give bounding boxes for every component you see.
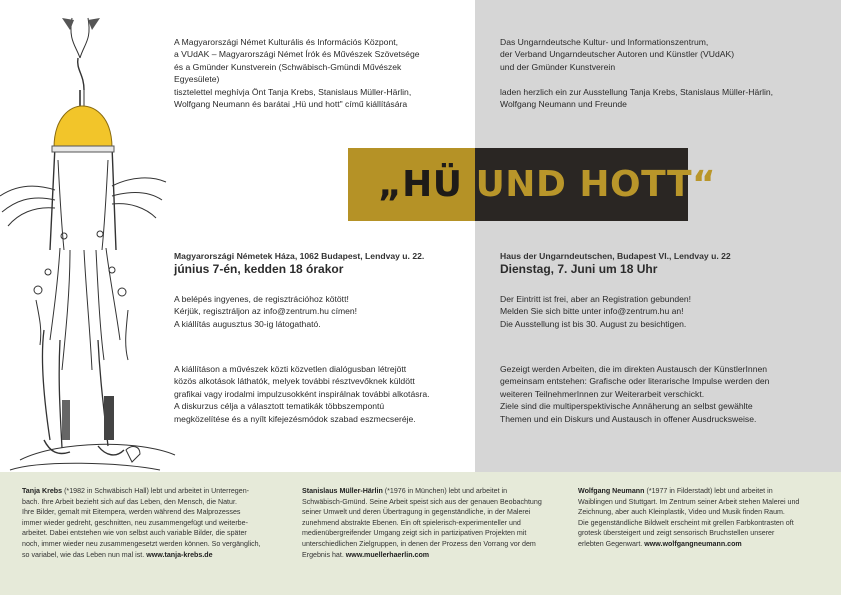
bio-text: medienübergreifender Umgang zeigt sich in partizipativen Projekten mit: [302, 529, 527, 538]
de-intro-line: laden herzlich ein zur Ausstellung Tanja Krebs, Stanislaus Müller-Härlin,: [500, 86, 774, 97]
hu-entry-line: Kérjük, regisztráljon az info@zentrum.hu címen!: [174, 306, 358, 317]
de-intro: [500, 36, 830, 110]
bio-text: zunehmend abstrakte Ebenen. Ein oft spielerisch-experimenteller und: [302, 518, 521, 527]
de-entry-info: [500, 293, 830, 330]
de-description-line: Themen und ein Diskurs und Austausch in offener Ausdrucksweise.: [500, 413, 757, 424]
bio-text: bach. Ihre Arbeit bezieht sich auf das Leben, den Mensch, die Natur.: [22, 497, 237, 506]
bio-url-link[interactable]: www.wolfgangneumann.com: [644, 539, 742, 548]
de-intro-line: [500, 73, 830, 85]
de-description-line: Gezeigt werden Arbeiten, die im direkten Austausch der KünstlerInnen: [500, 364, 768, 374]
bio-text: (*1976 in München) lebt und arbeitet in: [382, 487, 508, 495]
de-description-line: Ziele sind die multiperspektivische Annäherung an selbst gewählte: [500, 401, 753, 412]
hu-description: [174, 363, 474, 425]
bio-text: Ihre Bilder, gemalt mit Eitempera, werden während des Malprozesses: [22, 508, 241, 517]
bio-text: Die gegenständliche Bildwelt erscheint mit grellen Farbkontrasten oft: [578, 518, 794, 527]
lamp-creature-illustration: [0, 0, 180, 480]
hu-intro-line: Wolfgang Neumann és barátai „Hü und hott" című kiállítására: [174, 99, 408, 110]
hu-intro-line: Egyesülete): [174, 74, 220, 85]
bio-name: Wolfgang Neumann: [578, 487, 645, 495]
de-entry-line: Der Eintritt ist frei, aber an Registration gebunden!: [500, 294, 692, 304]
bio-tanja-krebs: [22, 486, 280, 560]
de-intro-line: Das Ungarndeutsche Kultur- und Informationszentrum,: [500, 37, 709, 47]
bio-text: unterschiedlichen Zielgruppen, in denen der Prozess den Vorrang vor dem: [302, 539, 536, 548]
bio-text: erlebten Gegenwart.: [578, 539, 645, 548]
de-entry-line: Melden Sie sich bitte unter info@zentrum.hu an!: [500, 306, 684, 317]
de-description-line: weiteren TeilnehmerInnen zur Weiterarbeit verschickt.: [500, 388, 705, 399]
bio-text: Schwäbisch-Gmünd. Seine Arbeit speist sich aus der genauen Beobachtung: [302, 497, 542, 506]
bio-name: Tanja Krebs: [22, 487, 63, 495]
hu-description-line: A kiállításon a művészek közti közvetlen dialógusban létrejött: [174, 364, 407, 374]
bio-text: so variabel, wie das Leben nun mal ist.: [22, 550, 147, 559]
bio-text: immer wieder gedreht, geschnitten, neu zusammengefügt und weiterbe-: [22, 518, 248, 527]
hu-venue: Magyarországi Németek Háza, 1062 Budapest, Lendvay u. 22.: [174, 251, 425, 261]
bio-name: Stanislaus Müller-Härlin: [302, 487, 383, 495]
bio-text: arbeitet. Dabei entstehen wie von selbst auch variable Bilder, die später: [22, 529, 247, 538]
hu-entry-info: [174, 293, 474, 330]
de-intro-line: und der Gmünder Kunstverein: [500, 61, 616, 72]
hu-entry-line: A belépés ingyenes, de regisztrációhoz kötött!: [174, 294, 349, 304]
de-intro-line: der Verband Ungarndeutscher Autoren und Künstler (VUdAK): [500, 49, 735, 60]
bio-url-link[interactable]: www.tanja-krebs.de: [146, 550, 213, 559]
title-left: „HÜ: [378, 164, 463, 205]
bio-stanislaus-mueller-haerlin: [302, 486, 564, 560]
de-description: [500, 363, 830, 425]
title-right: UND HOTT“: [475, 164, 717, 205]
bio-text: seiner Umwelt und deren Übertragung in gegenständliche, in der Malerei: [302, 508, 531, 517]
bio-wolfgang-neumann: [578, 486, 836, 550]
hu-intro-line: A Magyarországi Német Kulturális és Információs Központ,: [174, 37, 399, 47]
de-description-line: gemeinsam entstehen: Grafische oder literarische Impulse werden den: [500, 376, 770, 387]
exhibition-title: [378, 160, 717, 210]
bio-text: Waiblingen und Stuttgart. Im Zentrum seiner Arbeit stehen Malerei und: [578, 497, 800, 506]
bio-url-link[interactable]: www.muellerhaerlin.com: [345, 550, 430, 559]
hu-date: június 7-én, kedden 18 órakor: [174, 262, 344, 276]
bio-text: (*1982 in Schwäbisch Hall) lebt und arbeitet in Unterregen-: [62, 487, 249, 495]
bio-text: grotesk übersteigert und zeigt sensorisch Bruchstellen unserer: [578, 529, 775, 538]
de-entry-line: Die Ausstellung ist bis 30. August zu besichtigen.: [500, 318, 687, 329]
hu-description-line: megközelítése és a nyílt kifejezésmódok szabad eszmecseréje.: [174, 413, 416, 424]
hu-description-line: közös alkotások láthatók, melyek további résztvevőknek küldött: [174, 376, 415, 387]
bio-text: noch, immer wieder neu zusammengesetzt werden können. So vergänglich,: [22, 539, 261, 548]
hu-description-line: A diskurzus célja a választott tematikák többszempontú: [174, 401, 385, 412]
bio-text: Zeichnung, aber auch Kleinplastik, Video und Musik finden Raum.: [578, 508, 785, 517]
de-intro-line: Wolfgang Neumann und Freunde: [500, 99, 627, 110]
hu-description-line: grafikai vagy irodalmi impulzusokként inspirálnak további alkotásra.: [174, 388, 430, 399]
bio-text: (*1977 in Filderstadt) lebt und arbeitet in: [644, 487, 773, 495]
de-venue: Haus der Ungarndeutschen, Budapest VI., Lendvay u. 22: [500, 251, 731, 261]
hu-intro-line: a VUdAK – Magyarországi Német Írók és Művészek Szövetsége: [174, 49, 420, 60]
hu-intro-line: és a Gmünder Kunstverein (Schwäbisch-Gmündi Művészek: [174, 61, 402, 72]
de-date: Dienstag, 7. Juni um 18 Uhr: [500, 262, 658, 276]
bio-text: Ergebnis hat.: [302, 550, 346, 559]
hu-intro-line: tisztelettel meghívja Önt Tanja Krebs, Stanislaus Müller-Härlin,: [174, 86, 412, 97]
hu-intro: [174, 36, 474, 110]
hu-entry-line: A kiállítás augusztus 30-ig látogatható.: [174, 318, 321, 329]
